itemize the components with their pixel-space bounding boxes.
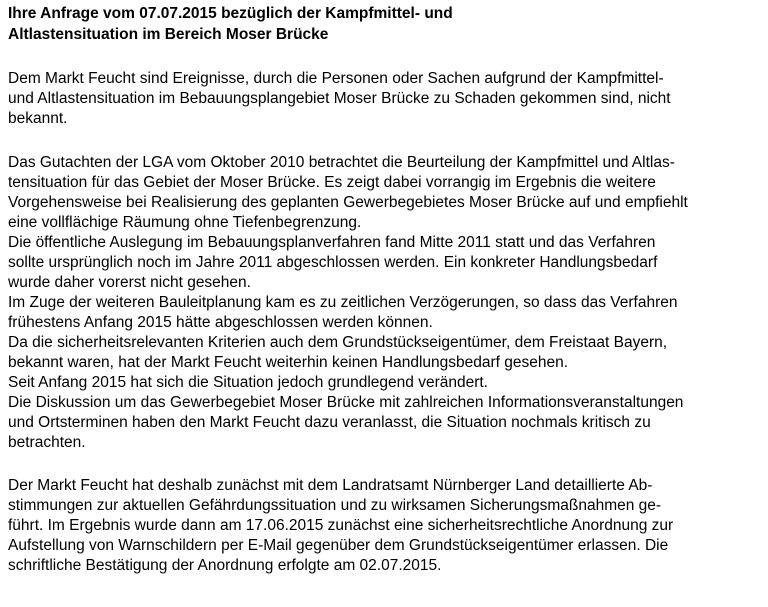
text-line: sollte ursprünglich noch im Jahre 2011 abgeschlossen werden. Ein konkreter Handlungsbedarf bbox=[8, 254, 658, 271]
text-line: Das Gutachten der LGA vom Oktober 2010 betrachtet die Beurteilung der Kampfmittel und Altlas- bbox=[8, 154, 675, 171]
text-line: stimmungen zur aktuellen Gefährdungssituation und zu wirksamen Sicherungsmaßnahmen ge- bbox=[8, 497, 662, 514]
text-line: schriftliche Bestätigung der Anordnung erfolgte am 02.07.2015. bbox=[8, 557, 442, 574]
text-line: eine vollflächige Räumung ohne Tiefenbegrenzung. bbox=[8, 214, 362, 231]
text-line: Die öffentliche Auslegung im Bebauungsplanverfahren fand Mitte 2011 statt und das Verfahren bbox=[8, 234, 656, 251]
text-line: und Ortsterminen haben den Markt Feucht dazu veranlasst, die Situation nochmals kritisch zu bbox=[8, 414, 651, 431]
text-line: Da die sicherheitsrelevanten Kriterien auch dem Grundstückseigentümer, dem Freistaat Bayern, bbox=[8, 334, 668, 351]
text-line: wurde daher vorerst nicht gesehen. bbox=[8, 274, 251, 291]
text-line: Aufstellung von Warnschildern per E-Mail gegenüber dem Grundstückseigentümer erlassen. Die bbox=[8, 537, 669, 554]
text-line: Die Diskussion um das Gewerbegebiet Moser Brücke mit zahlreichen Informationsveranstaltungen bbox=[8, 394, 684, 411]
document-heading bbox=[8, 3, 748, 45]
text-line: bekannt. bbox=[8, 110, 68, 127]
text-line: und Altlastensituation im Bebauungsplangebiet Moser Brücke zu Schaden gekommen sind, nicht bbox=[8, 90, 671, 107]
text-line: Dem Markt Feucht sind Ereignisse, durch die Personen oder Sachen aufgrund der Kampfmittel- bbox=[8, 70, 664, 87]
heading-line: Ihre Anfrage vom 07.07.2015 bezüglich der Kampfmittel- und bbox=[8, 5, 453, 22]
text-line: Seit Anfang 2015 hat sich die Situation jedoch grundlegend verändert. bbox=[8, 374, 488, 391]
text-line: frühestens Anfang 2015 hätte abgeschlossen werden können. bbox=[8, 314, 433, 331]
text-line: führt. Im Ergebnis wurde dann am 17.06.2015 zunächst eine sicherheitsrechtliche Anordnung zur bbox=[8, 517, 674, 534]
text-line: tensituation für das Gebiet der Moser Brücke. Es zeigt dabei vorrangig im Ergebnis die weitere bbox=[8, 174, 656, 191]
text-line: Vorgehensweise bei Realisierung des geplanten Gewerbegebietes Moser Brücke auf und empfiehlt bbox=[8, 194, 688, 211]
text-line: bekannt waren, hat der Markt Feucht weiterhin keinen Handlungsbedarf gesehen. bbox=[8, 354, 569, 371]
text-line: betrachten. bbox=[8, 434, 86, 451]
text-line: Im Zuge der weiteren Bauleitplanung kam es zu zeitlichen Verzögerungen, so dass das Verfahren bbox=[8, 294, 678, 311]
text-line: Der Markt Feucht hat deshalb zunächst mit dem Landratsamt Nürnberger Land detaillierte Ab- bbox=[8, 477, 653, 494]
heading-line: Altlastensituation im Bereich Moser Brücke bbox=[8, 26, 329, 43]
